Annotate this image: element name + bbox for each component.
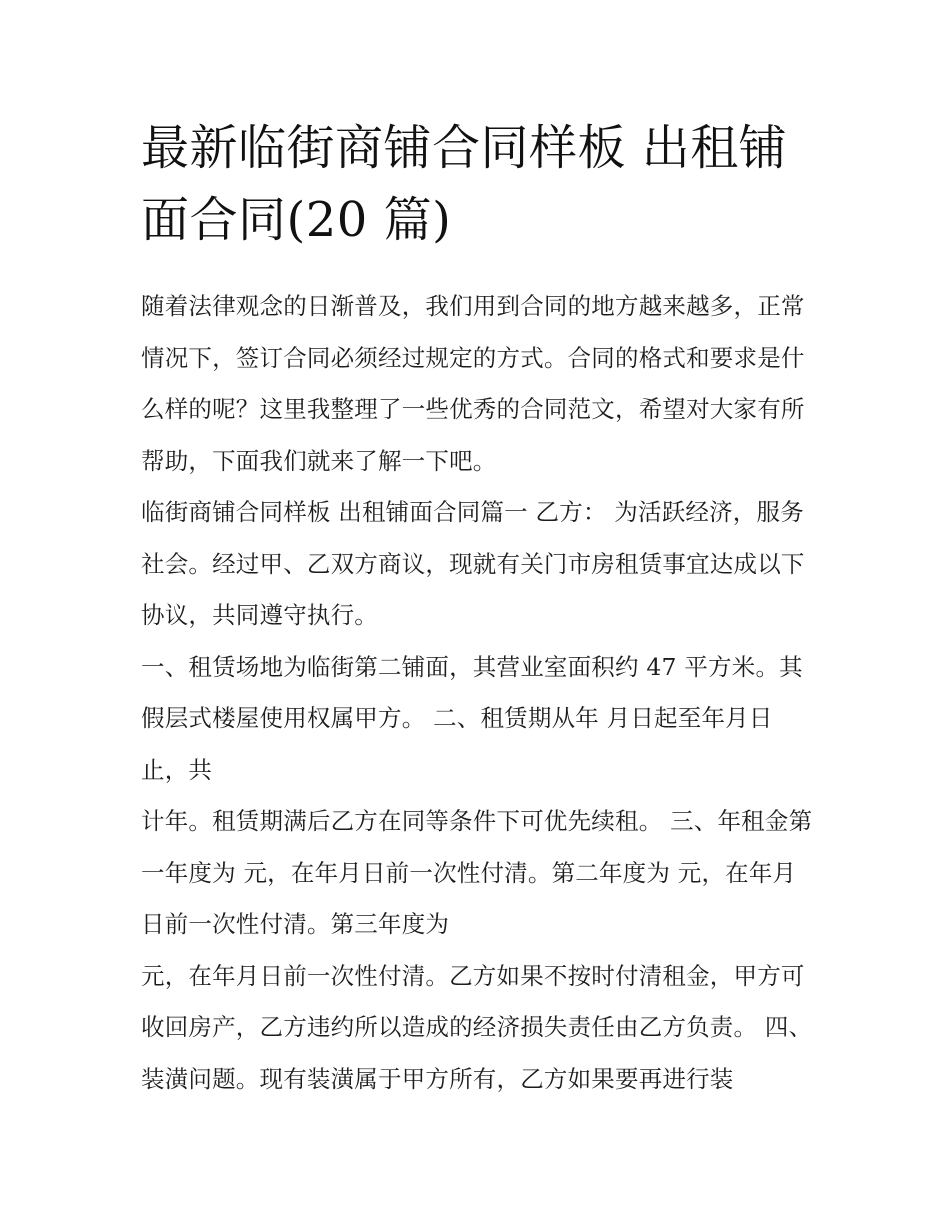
paragraph-contract-opening: 临街商铺合同样板 出租铺面合同篇一 乙方： 为活跃经济，服务社会。经过甲、乙双方商议，现就有关门市房租赁事宜达成以下协议，共同遵守执行。: [141, 498, 805, 629]
document-title: 最新临街商铺合同样板 出租铺面合同(20 篇): [141, 120, 788, 248]
paragraph-clause-three: 计年。租赁期满后乙方在同等条件下可优先续租。 三、年租金第一年度为 元，在年月日前一次性付清。第二年度为 元，在年月日前一次性付清。第三年度为: [141, 807, 813, 938]
paragraph-clause-one-two: 一、租赁场地为临街第二铺面，其营业室面积约 47 平方米。其假层式楼屋使用权属甲方。 二、租赁期从年 月日起至年月日止，共: [141, 652, 803, 784]
paragraph-clause-four: 元，在年月日前一次性付清。乙方如果不按时付清租金，甲方可收回房产，乙方违约所以造成的经济损失责任由乙方负责。 四、装潢问题。现有装潢属于甲方所有，乙方如果要再进行装: [141, 961, 813, 1093]
document-body: [141, 281, 813, 1105]
paragraph-intro: 随着法律观念的日渐普及，我们用到合同的地方越来越多，正常情况下，签订合同必须经过规定的方式。合同的格式和要求是什么样的呢？这里我整理了一些优秀的合同范文，希望对大家有所帮助，下面我们就来了解一下吧。: [141, 292, 805, 475]
